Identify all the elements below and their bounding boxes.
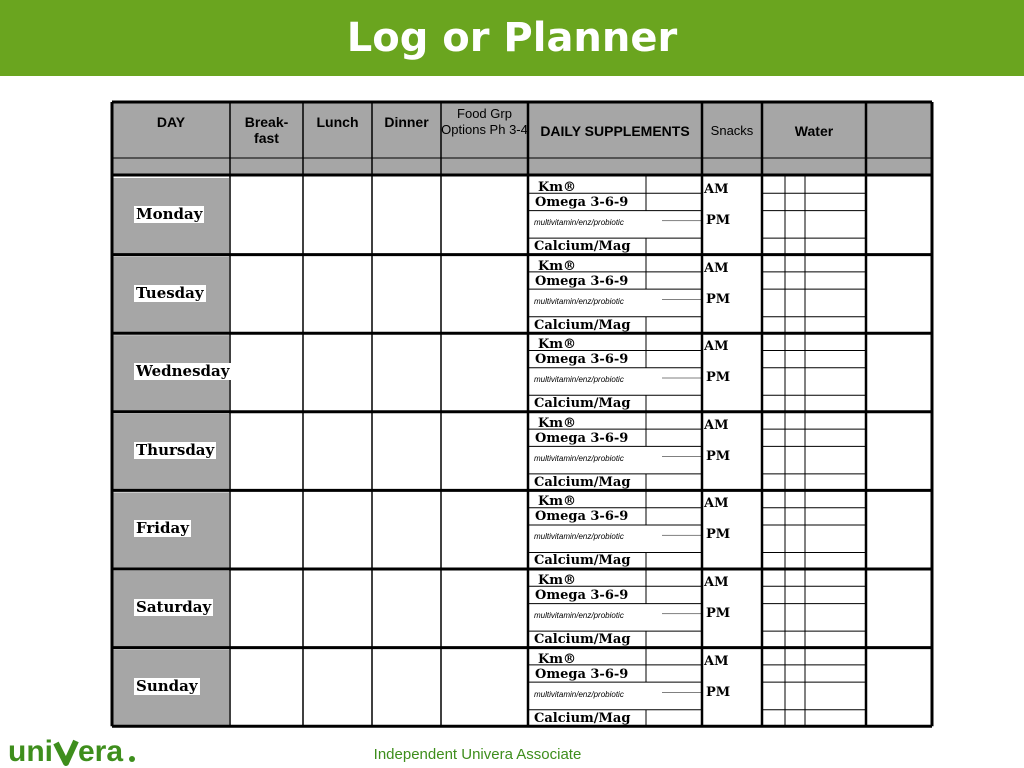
am-label: AM: [704, 496, 729, 512]
day-label-thursday: Thursday: [136, 440, 215, 459]
am-label: AM: [704, 417, 729, 433]
day-label-tuesday: Tuesday: [136, 283, 204, 302]
supplement-multivitamin: multivitamin/enz/probiotic: [534, 532, 624, 542]
supplement-omega: Omega 3-6-9: [535, 509, 629, 525]
supplement-omega: Omega 3-6-9: [535, 195, 629, 210]
pm-label: PM: [706, 606, 731, 621]
pm-label: PM: [706, 291, 731, 307]
day-label-saturday: Saturday: [136, 598, 212, 616]
svg-text:era: era: [78, 735, 124, 767]
supplement-omega: Omega 3-6-9: [535, 273, 629, 289]
supplement-km: Km®: [538, 573, 577, 588]
column-header: Lunch: [316, 114, 359, 130]
supplement-multivitamin: multivitamin/enz/probiotic: [534, 375, 624, 385]
column-header: Water: [794, 123, 834, 139]
supplement-calcium: Calcium/Mag: [534, 632, 631, 647]
planner-table: [110, 100, 934, 730]
page-title: Log or Planner: [346, 15, 678, 61]
supplement-calcium: Calcium/Mag: [534, 239, 631, 254]
supplement-calcium: Calcium/Mag: [534, 474, 631, 490]
day-label-friday: Friday: [136, 519, 189, 538]
day-label-wednesday: Wednesday: [136, 362, 230, 381]
supplement-multivitamin: multivitamin/enz/probiotic: [534, 453, 624, 463]
column-header: Snacks: [710, 123, 754, 138]
supplement-km: Km®: [538, 180, 577, 195]
supplement-multivitamin: multivitamin/enz/probiotic: [534, 689, 624, 699]
supplement-calcium: Calcium/Mag: [534, 396, 631, 412]
supplement-omega: Omega 3-6-9: [535, 666, 629, 682]
day-label-monday: Monday: [136, 205, 203, 223]
supplement-km: Km®: [538, 415, 577, 431]
am-label: AM: [704, 260, 729, 276]
pm-label: PM: [706, 213, 731, 228]
pm-label: PM: [706, 527, 731, 543]
planner-grid-lines: [110, 100, 934, 730]
supplement-multivitamin: multivitamin/enz/probiotic: [534, 296, 624, 306]
column-header: Break- fast: [244, 114, 289, 146]
day-label-sunday: Sunday: [136, 676, 198, 695]
supplement-multivitamin: multivitamin/enz/probiotic: [534, 218, 624, 227]
pm-label: PM: [706, 448, 731, 464]
am-label: AM: [704, 653, 729, 669]
supplement-km: Km®: [538, 337, 577, 353]
am-label: AM: [704, 339, 729, 355]
pm-label: PM: [706, 370, 731, 386]
supplement-omega: Omega 3-6-9: [535, 352, 629, 368]
supplement-km: Km®: [538, 494, 577, 510]
supplement-calcium: Calcium/Mag: [534, 553, 631, 569]
supplement-omega: Omega 3-6-9: [535, 588, 629, 603]
am-label: AM: [704, 575, 729, 590]
supplement-calcium: Calcium/Mag: [534, 317, 631, 333]
univera-logo-icon: [8, 735, 158, 767]
pm-label: PM: [706, 684, 731, 700]
supplement-km: Km®: [538, 651, 577, 667]
column-header: DAY: [156, 114, 186, 130]
column-header: Food Grp Options Ph 3-4: [441, 106, 528, 137]
supplement-calcium: Calcium/Mag: [534, 710, 631, 726]
column-header: Dinner: [384, 114, 429, 130]
footer-text: Independent Univera Associate: [373, 746, 582, 763]
am-label: AM: [704, 182, 729, 197]
supplement-km: Km®: [538, 258, 577, 274]
supplement-multivitamin: multivitamin/enz/probiotic: [534, 611, 624, 620]
svg-text:uni: uni: [8, 735, 53, 767]
column-header: DAILY SUPPLEMENTS: [540, 123, 690, 139]
supplement-omega: Omega 3-6-9: [535, 430, 629, 446]
